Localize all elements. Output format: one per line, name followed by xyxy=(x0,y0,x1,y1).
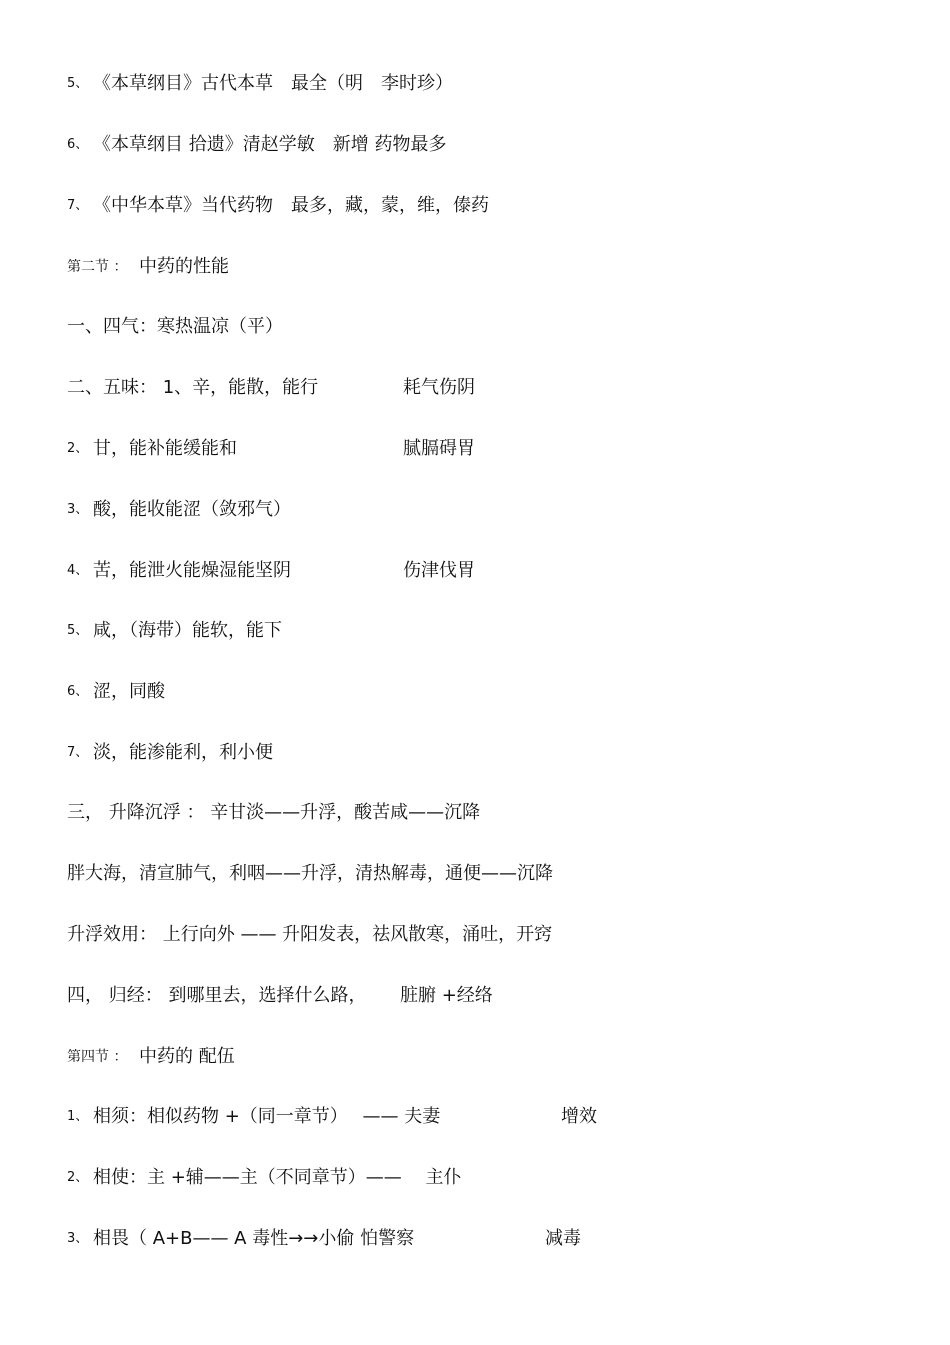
line-text: 升浮效用： 上行向外 —— 升阳发表，祛风散寒，涌吐，开窍 xyxy=(67,924,553,945)
line-text: 涩，同酸 xyxy=(93,681,165,702)
line-number: 3、 xyxy=(67,1231,89,1246)
line-number: 5、 xyxy=(67,76,89,91)
line-note: 脏腑 +经络 xyxy=(400,985,493,1006)
section-label: 第四节 ： xyxy=(67,1049,128,1065)
line-text: 二、五味： 1、辛，能散，能行 xyxy=(67,377,319,398)
line-text: 胖大海，清宣肺气，利咽——升浮，清热解毒，通便——沉降 xyxy=(67,863,553,884)
line-text: 《中华本草》当代药物 最多，藏，蒙，维，傣药 xyxy=(93,195,489,216)
section-title: 中药的性能 xyxy=(139,256,229,277)
line-text: 四， 归经： 到哪里去，选择什么路， xyxy=(67,985,367,1006)
line-number: 6、 xyxy=(67,137,89,152)
line-text: 三， 升降沉浮 ： 辛甘淡——升浮，酸苦咸——沉降 xyxy=(67,802,481,823)
line-number: 2、 xyxy=(67,1170,89,1185)
line-number: 1、 xyxy=(67,1109,89,1124)
line-text: 相畏（ A+B—— A 毒性→→小偷 怕警察 xyxy=(93,1228,415,1249)
line-text: 淡，能渗能利，利小便 xyxy=(93,742,273,763)
line-note: 耗气伤阴 xyxy=(403,377,475,398)
line-text: 咸，（海带）能软，能下 xyxy=(93,620,282,641)
line-number: 2、 xyxy=(67,441,89,456)
line-text: 酸，能收能涩（敛邪气） xyxy=(93,499,291,520)
line-note: 腻膈碍胃 xyxy=(403,438,475,459)
line-text: 《本草纲目》古代本草 最全（明 李时珍） xyxy=(93,73,453,94)
line-text: 一、四气：寒热温凉（平） xyxy=(67,316,283,337)
line-note: 伤津伐胃 xyxy=(403,560,475,581)
line-text: 甘，能补能缓能和 xyxy=(93,438,237,459)
line-text: 苦，能泄火能燥湿能坚阴 xyxy=(93,560,291,581)
line-note: 增效 xyxy=(561,1106,597,1127)
line-number: 5、 xyxy=(67,623,89,638)
line-text: 相须：相似药物 +（同一章节） —— 夫妻 xyxy=(93,1106,441,1127)
line-number: 7、 xyxy=(67,198,89,213)
line-text: 《本草纲目 拾遗》清赵学敏 新增 药物最多 xyxy=(93,134,447,155)
line-number: 6、 xyxy=(67,684,89,699)
line-note: 减毒 xyxy=(545,1228,581,1249)
line-number: 7、 xyxy=(67,745,89,760)
line-number: 3、 xyxy=(67,502,89,517)
line-text: 相使：主 +辅——主（不同章节）—— 主仆 xyxy=(93,1167,462,1188)
line-number: 4、 xyxy=(67,563,89,578)
section-label: 第二节 ： xyxy=(67,259,128,275)
section-title: 中药的 配伍 xyxy=(139,1046,235,1067)
